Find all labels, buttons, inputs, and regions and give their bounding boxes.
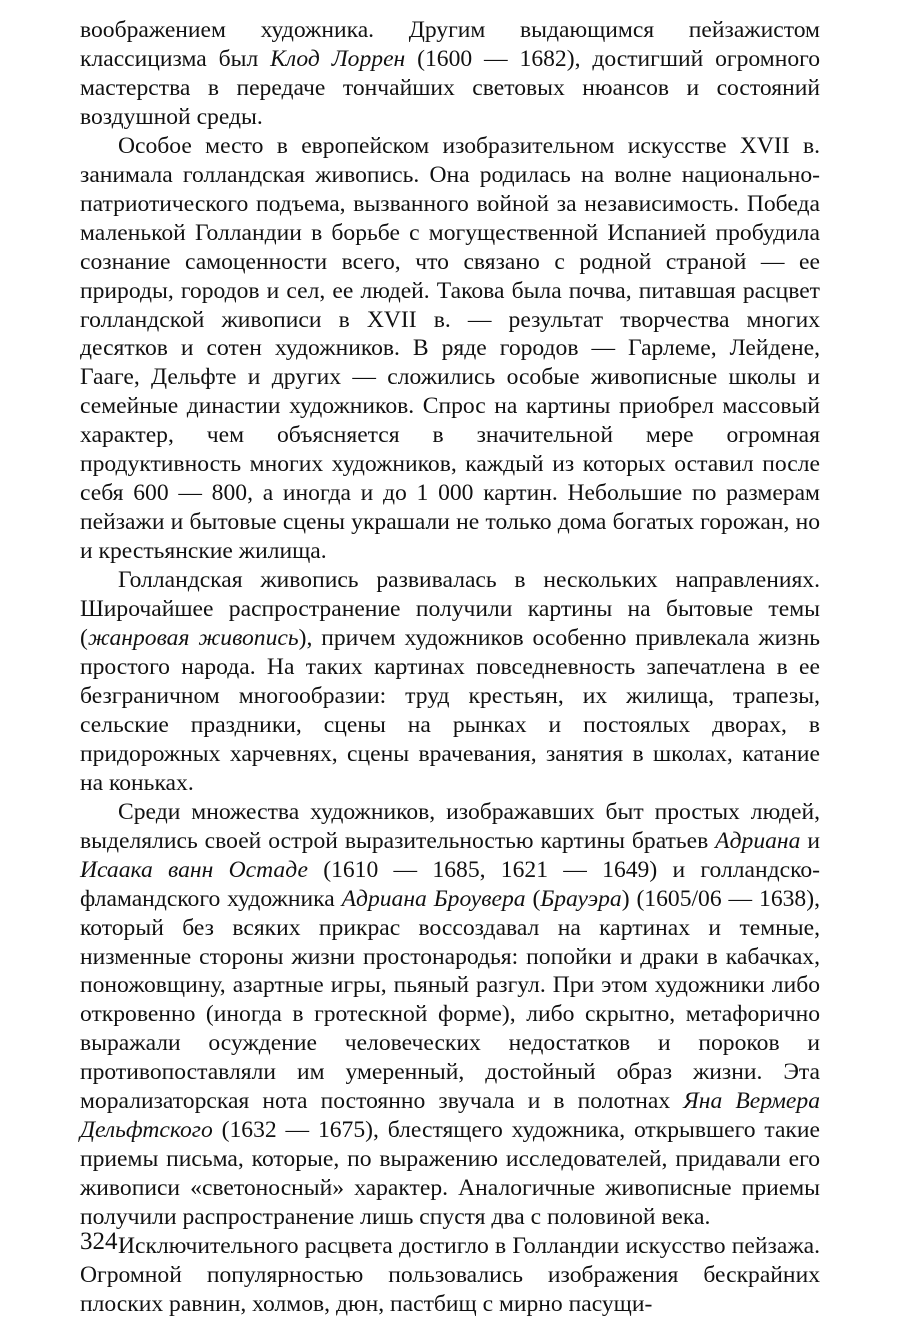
text-run: Голландская живопись развивалась в нескольких направлениях. Широчайшее распространение получили картины на бытовые темы ( bbox=[80, 567, 820, 652]
body-text bbox=[80, 16, 820, 1319]
text-run: (1610 — 1685, 1621 — 1649) и голландско-фламандского художника bbox=[80, 856, 821, 912]
italic-name: Адриана Броувера bbox=[341, 885, 526, 912]
text-run: Исключительного расцвета достигло в Голландии искусство пейзажа. Огромной популярностью пользовались изображения бескрайних плоских равнин, холмов, дюн, пастбищ с мирно пасущи- bbox=[80, 1233, 820, 1317]
italic-name: жанровая живопись bbox=[87, 625, 299, 652]
text-run: ( bbox=[525, 885, 541, 912]
text-run: ) (1605/06 — 1638), который без всяких прикрас воссоздавал на картинах и темные, низменные стороны жизни простонародья: попойки и драки в кабачках, поножовщину, азартные игры, пьяный разгул. При этом художники либо откровенно (иногда в гротескной форме), либо скрытно, метафорично выражали осуждение человеческих недостатков и пороков и противопоставляли им умеренный, достойный образ жизни. Эта морализаторская нота постоянно звучала и в полотнах bbox=[80, 885, 820, 1115]
paragraph bbox=[80, 16, 820, 132]
text-run: (1600 — 1682), достигший огромного мастерства в передаче тончайших световых нюансов и состояний воздушной среды. bbox=[80, 45, 820, 130]
italic-name: Клод Лоррен bbox=[270, 45, 406, 72]
paragraph bbox=[80, 132, 820, 566]
italic-name: Брауэра bbox=[540, 885, 622, 912]
page-number: 324 bbox=[80, 1228, 118, 1255]
italic-name: Исаака ванн Остаде bbox=[80, 856, 308, 883]
text-run: ), причем художников особенно привлекала жизнь простого народа. На таких картинах повседневность запечатлена в ее безграничном многообразии: труд крестьян, их жилища, трапезы, сельские праздники, сцены на рынках и постоялых дворах, в придорожных харчевнях, сцены врачевания, занятия в школах, катание на коньках. bbox=[80, 625, 820, 796]
paragraph bbox=[80, 798, 820, 1232]
paragraph bbox=[80, 566, 820, 798]
paragraph bbox=[80, 1232, 820, 1319]
text-run: и bbox=[800, 827, 820, 854]
italic-name: Адриана bbox=[715, 827, 801, 854]
italic-name: Яна Вермера Дельфтского bbox=[80, 1088, 820, 1144]
text-run: Особое место в европейском изобразительном искусстве XVII в. занимала голландская живопись. Она родилась на волне национально-патриотического подъема, вызванного войной за независимость. Победа маленькой Голландии в борьбе с могущественной Испанией пробудила сознание самоценности всего, что связано с родной страной — ее природы, городов и сел, ее людей. Такова была почва, питавшая расцвет голландской живописи в XVII в. — результат творчества многих десятков и сотен художников. В ряде городов — Гарлеме, Лейдене, Гааге, Дельфте и других — сложились особые живописные школы и семейные династии художников. Спрос на картины приобрел массовый характер, чем объясняется в значительной мере огромная продуктивность многих художников, каждый из которых оставил после себя 600 — 800, а иногда и до 1 000 картин. Небольшие по размерам пейзажи и бытовые сцены украшали не только дома богатых горожан, но и крестьянские жилища. bbox=[80, 132, 820, 565]
text-run: Среди множества художников, изображавших быт простых людей, выделялись своей острой выразительностью картины братьев bbox=[80, 798, 820, 854]
text-run: воображением художника. Другим выдающимся пейзажистом классицизма был bbox=[80, 17, 820, 72]
text-run: (1632 — 1675), блестящего художника, открывшего такие приемы письма, которые, по выражению исследователей, придавали его живописи «светоносный» характер. Аналогичные живописные приемы получили распространение лишь спустя два с половиной века. bbox=[80, 1117, 820, 1231]
